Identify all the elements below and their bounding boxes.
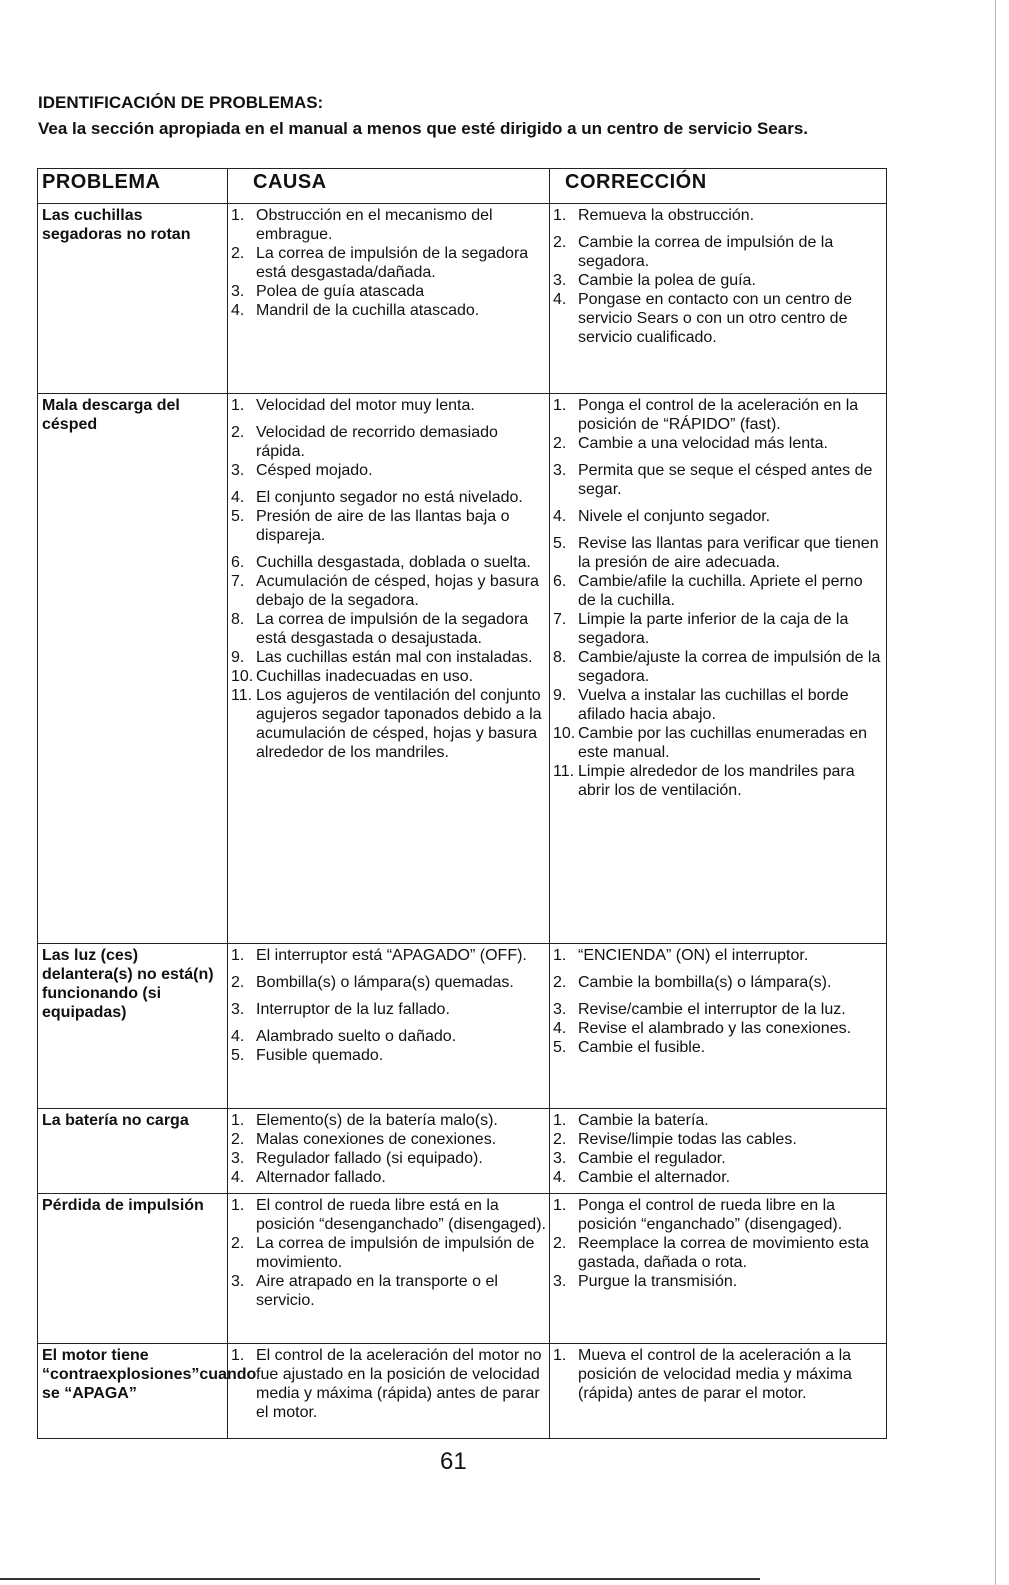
item-text: El control de la aceleración del motor no fue ajustado en la posición de velocidad media y máxima (rápida) antes de parar el motor. xyxy=(256,1347,542,1421)
item-text: Purgue la transmisión. xyxy=(578,1273,738,1290)
item-text: Nivele el conjunto segador. xyxy=(578,508,771,525)
cause-list xyxy=(228,944,549,1071)
table-header-row xyxy=(38,169,887,204)
cause-item xyxy=(228,1196,547,1234)
cause-item xyxy=(228,1149,547,1168)
correction-list xyxy=(550,1194,886,1297)
item-number: 11. xyxy=(231,687,253,704)
problem-cell: La batería no carga xyxy=(38,1109,228,1194)
item-number: 5. xyxy=(231,1047,245,1064)
correction-item xyxy=(550,1272,884,1291)
item-number: 3. xyxy=(231,283,245,300)
item-number: 1. xyxy=(553,1112,567,1129)
item-number: 1. xyxy=(231,1112,245,1129)
table-row xyxy=(38,394,887,944)
item-number: 4. xyxy=(231,1169,245,1186)
cause-item xyxy=(228,648,547,667)
correction-item xyxy=(550,1000,884,1019)
correction-item xyxy=(550,461,884,499)
cause-item xyxy=(228,553,547,572)
correction-item xyxy=(550,290,884,347)
item-number: 3. xyxy=(231,1150,245,1167)
cause-item xyxy=(228,572,547,610)
item-text: Regulador fallado (si equipado). xyxy=(256,1150,483,1167)
item-number: 4. xyxy=(553,1169,567,1186)
item-number: 2. xyxy=(231,1131,245,1148)
item-text: Los agujeros de ventilación del conjunto agujeros segador taponados debido a la acumulación de césped, hojas y basura alrededor de los mandriles. xyxy=(256,687,542,761)
item-number: 3. xyxy=(231,1001,245,1018)
item-number: 6. xyxy=(553,573,567,590)
cause-cell xyxy=(228,1344,550,1439)
cause-list xyxy=(228,1344,549,1428)
correction-list xyxy=(550,1344,886,1409)
item-number: 5. xyxy=(553,1039,567,1056)
cause-item xyxy=(228,1027,547,1046)
item-number: 8. xyxy=(553,649,567,666)
cause-item xyxy=(228,1168,547,1187)
item-text: Cambie la bombilla(s) o lámpara(s). xyxy=(578,974,832,991)
item-number: 11. xyxy=(553,763,575,780)
item-text: Limpie la parte inferior de la caja de la segadora. xyxy=(578,611,849,647)
item-number: 2. xyxy=(553,1235,567,1252)
item-number: 4. xyxy=(553,508,567,525)
cause-item xyxy=(228,686,547,762)
item-text: Ponga el control de rueda libre en la posición “enganchado” (disengaged). xyxy=(578,1197,843,1233)
cause-item xyxy=(228,1346,547,1422)
cause-item xyxy=(228,1000,547,1019)
correction-item xyxy=(550,572,884,610)
correction-item xyxy=(550,1019,884,1038)
correction-item xyxy=(550,1130,884,1149)
item-number: 3. xyxy=(231,462,245,479)
cause-list xyxy=(228,1109,549,1193)
item-number: 1. xyxy=(231,1197,245,1214)
item-text: Permita que se seque el césped antes de segar. xyxy=(578,462,873,498)
cause-item xyxy=(228,396,547,415)
correction-cell xyxy=(550,944,887,1109)
cause-item xyxy=(228,507,547,545)
cause-list xyxy=(228,204,549,326)
item-number: 1. xyxy=(231,207,245,224)
item-number: 8. xyxy=(231,611,245,628)
cause-item xyxy=(228,301,547,320)
header-cause: CAUSA xyxy=(228,169,550,204)
item-text: Mandril de la cuchilla atascado. xyxy=(256,302,480,319)
item-text: Cambie el alternador. xyxy=(578,1169,731,1186)
item-number: 1. xyxy=(231,397,245,414)
item-text: Césped mojado. xyxy=(256,462,373,479)
item-number: 2. xyxy=(553,234,567,251)
cause-item xyxy=(228,946,547,965)
correction-item xyxy=(550,1149,884,1168)
correction-item xyxy=(550,762,884,800)
item-number: 1. xyxy=(231,947,245,964)
item-number: 2. xyxy=(231,1235,245,1252)
item-text: Las cuchillas están mal con instaladas. xyxy=(256,649,533,666)
item-number: 2. xyxy=(231,424,245,441)
item-text: Fusible quemado. xyxy=(256,1047,384,1064)
cause-item xyxy=(228,206,547,244)
cause-item xyxy=(228,610,547,648)
item-text: Bombilla(s) o lámpara(s) quemadas. xyxy=(256,974,514,991)
item-text: Malas conexiones de conexiones. xyxy=(256,1131,497,1148)
cause-item xyxy=(228,423,547,461)
item-number: 4. xyxy=(231,1028,245,1045)
item-text: Pongase en contacto con un centro de servicio Sears o con un otro centro de servicio cualificado. xyxy=(578,291,852,346)
cause-cell xyxy=(228,1194,550,1344)
item-number: 4. xyxy=(231,489,245,506)
correction-item xyxy=(550,686,884,724)
correction-item xyxy=(550,1196,884,1234)
item-text: Vuelva a instalar las cuchillas el borde afilado hacia abajo. xyxy=(578,687,849,723)
item-text: Presión de aire de las llantas baja o dispareja. xyxy=(256,508,510,544)
item-text: La correa de impulsión de la segadora está desgastada/dañada. xyxy=(256,245,529,281)
correction-cell xyxy=(550,1194,887,1344)
item-number: 2. xyxy=(553,1131,567,1148)
item-text: Aire atrapado en la transporte o el servicio. xyxy=(256,1273,498,1309)
item-text: Revise/limpie todas las cables. xyxy=(578,1131,797,1148)
item-number: 3. xyxy=(553,462,567,479)
item-text: Reemplace la correa de movimiento esta gastada, dañada o rota. xyxy=(578,1235,869,1271)
correction-item xyxy=(550,1111,884,1130)
item-number: 3. xyxy=(553,1001,567,1018)
correction-list xyxy=(550,1109,886,1193)
item-number: 1. xyxy=(553,1347,567,1364)
cause-cell xyxy=(228,944,550,1109)
item-number: 10. xyxy=(553,725,576,742)
item-text: Elemento(s) de la batería malo(s). xyxy=(256,1112,498,1129)
cause-item xyxy=(228,1111,547,1130)
item-text: Velocidad de recorrido demasiado rápida. xyxy=(256,424,498,460)
item-text: El conjunto segador no está nivelado. xyxy=(256,489,523,506)
correction-list xyxy=(550,204,886,353)
item-number: 3. xyxy=(553,272,567,289)
item-number: 2. xyxy=(553,435,567,452)
item-text: Alternador fallado. xyxy=(256,1169,386,1186)
correction-item xyxy=(550,233,884,271)
item-text: Limpie alrededor de los mandriles para abrir los de ventilación. xyxy=(578,763,855,799)
item-text: Cambie el fusible. xyxy=(578,1039,706,1056)
item-text: Acumulación de césped, hojas y basura debajo de la segadora. xyxy=(256,573,539,609)
item-number: 3. xyxy=(231,1273,245,1290)
correction-item xyxy=(550,396,884,434)
item-text: Cambie/ajuste la correa de impulsión de la segadora. xyxy=(578,649,881,685)
item-text: Revise/cambie el interruptor de la luz. xyxy=(578,1001,846,1018)
table-row xyxy=(38,1344,887,1439)
item-number: 3. xyxy=(553,1150,567,1167)
item-text: Interruptor de la luz fallado. xyxy=(256,1001,450,1018)
cause-item xyxy=(228,282,547,301)
item-text: La correa de impulsión de la segadora está desgastada o desajustada. xyxy=(256,611,529,647)
item-text: Cambie/afile la cuchilla. Apriete el perno de la cuchilla. xyxy=(578,573,863,609)
item-number: 9. xyxy=(231,649,245,666)
cause-item xyxy=(228,461,547,480)
item-text: Cambie el regulador. xyxy=(578,1150,726,1167)
bottom-rule xyxy=(0,1578,760,1580)
cause-list xyxy=(228,394,549,776)
correction-item xyxy=(550,534,884,572)
item-number: 7. xyxy=(231,573,245,590)
item-text: Cambie la polea de guía. xyxy=(578,272,756,289)
item-number: 3. xyxy=(553,1273,567,1290)
problem-cell: Pérdida de impulsión xyxy=(38,1194,228,1344)
correction-item xyxy=(550,610,884,648)
item-text: Alambrado suelto o dañado. xyxy=(256,1028,457,1045)
item-number: 5. xyxy=(231,508,245,525)
item-number: 2. xyxy=(231,974,245,991)
cause-item xyxy=(228,973,547,992)
header-correction: CORRECCIÓN xyxy=(550,169,887,204)
item-text: El control de rueda libre está en la posición “desenganchado” (disengaged). xyxy=(256,1197,546,1233)
correction-list xyxy=(550,944,886,1063)
cause-item xyxy=(228,1234,547,1272)
right-edge-line xyxy=(995,0,996,1585)
table-row xyxy=(38,204,887,394)
correction-item xyxy=(550,271,884,290)
item-text: Cambie a una velocidad más lenta. xyxy=(578,435,828,452)
item-number: 1. xyxy=(553,397,567,414)
item-text: El interruptor está “APAGADO” (OFF). xyxy=(256,947,527,964)
item-text: Revise el alambrado y las conexiones. xyxy=(578,1020,852,1037)
table-row xyxy=(38,1194,887,1344)
problem-cell: Las cuchillas segadoras no rotan xyxy=(38,204,228,394)
problem-cell: El motor tiene “contraexplosiones”cuando se “APAGA” xyxy=(38,1344,228,1439)
correction-item xyxy=(550,1234,884,1272)
item-text: “ENCIENDA” (ON) el interruptor. xyxy=(578,947,809,964)
problem-cell: Mala descarga del césped xyxy=(38,394,228,944)
item-number: 4. xyxy=(553,1020,567,1037)
correction-item xyxy=(550,724,884,762)
item-number: 6. xyxy=(231,554,245,571)
item-text: La correa de impulsión de impulsión de movimiento. xyxy=(256,1235,535,1271)
correction-item xyxy=(550,507,884,526)
item-number: 1. xyxy=(553,207,567,224)
item-text: Remueva la obstrucción. xyxy=(578,207,755,224)
item-text: Velocidad del motor muy lenta. xyxy=(256,397,475,414)
cause-cell xyxy=(228,204,550,394)
correction-item xyxy=(550,946,884,965)
item-number: 5. xyxy=(553,535,567,552)
correction-item xyxy=(550,434,884,453)
item-text: Polea de guía atascada xyxy=(256,283,425,300)
item-text: Cambie la correa de impulsión de la segadora. xyxy=(578,234,834,270)
correction-item xyxy=(550,206,884,225)
item-text: Cambie la batería. xyxy=(578,1112,709,1129)
cause-cell xyxy=(228,394,550,944)
item-text: Cuchilla desgastada, doblada o suelta. xyxy=(256,554,531,571)
cause-cell xyxy=(228,1109,550,1194)
troubleshooting-table xyxy=(37,168,887,1439)
item-number: 4. xyxy=(553,291,567,308)
item-text: Mueva el control de la aceleración a la posición de velocidad media y máxima (rápida) antes de parar el motor. xyxy=(578,1347,852,1402)
cause-item xyxy=(228,667,547,686)
correction-item xyxy=(550,1168,884,1187)
page-number: 61 xyxy=(440,1448,467,1475)
correction-cell xyxy=(550,394,887,944)
item-number: 1. xyxy=(553,947,567,964)
item-number: 2. xyxy=(231,245,245,262)
table-row xyxy=(38,1109,887,1194)
cause-item xyxy=(228,488,547,507)
item-number: 10. xyxy=(231,668,254,685)
item-text: Cuchillas inadecuadas en uso. xyxy=(256,668,474,685)
item-number: 7. xyxy=(553,611,567,628)
correction-item xyxy=(550,648,884,686)
item-text: Ponga el control de la aceleración en la posición de “RÁPIDO” (fast). xyxy=(578,397,859,433)
item-number: 4. xyxy=(231,302,245,319)
heading-subtitle: Vea la sección apropiada en el manual a menos que esté dirigido a un centro de servicio Sears. xyxy=(38,119,809,138)
cause-item xyxy=(228,244,547,282)
correction-list xyxy=(550,394,886,806)
correction-cell xyxy=(550,204,887,394)
item-text: Revise las llantas para verificar que tienen la presión de aire adecuada. xyxy=(578,535,879,571)
correction-cell xyxy=(550,1344,887,1439)
correction-cell xyxy=(550,1109,887,1194)
item-text: Obstrucción en el mecanismo del embrague. xyxy=(256,207,493,243)
item-number: 1. xyxy=(231,1347,245,1364)
item-text: Cambie por las cuchillas enumeradas en este manual. xyxy=(578,725,868,761)
item-number: 1. xyxy=(553,1197,567,1214)
cause-item xyxy=(228,1130,547,1149)
heading-title: IDENTIFICACIÓN DE PROBLEMAS: xyxy=(38,93,324,112)
item-number: 9. xyxy=(553,687,567,704)
correction-item xyxy=(550,1346,884,1403)
correction-item xyxy=(550,973,884,992)
page-heading xyxy=(38,92,938,139)
header-problem: PROBLEMA xyxy=(38,169,228,204)
problem-cell: Las luz (ces) delantera(s) no está(n) funcionando (si equipadas) xyxy=(38,944,228,1109)
correction-item xyxy=(550,1038,884,1057)
table-row xyxy=(38,944,887,1109)
cause-item xyxy=(228,1046,547,1065)
cause-list xyxy=(228,1194,549,1316)
cause-item xyxy=(228,1272,547,1310)
item-number: 2. xyxy=(553,974,567,991)
